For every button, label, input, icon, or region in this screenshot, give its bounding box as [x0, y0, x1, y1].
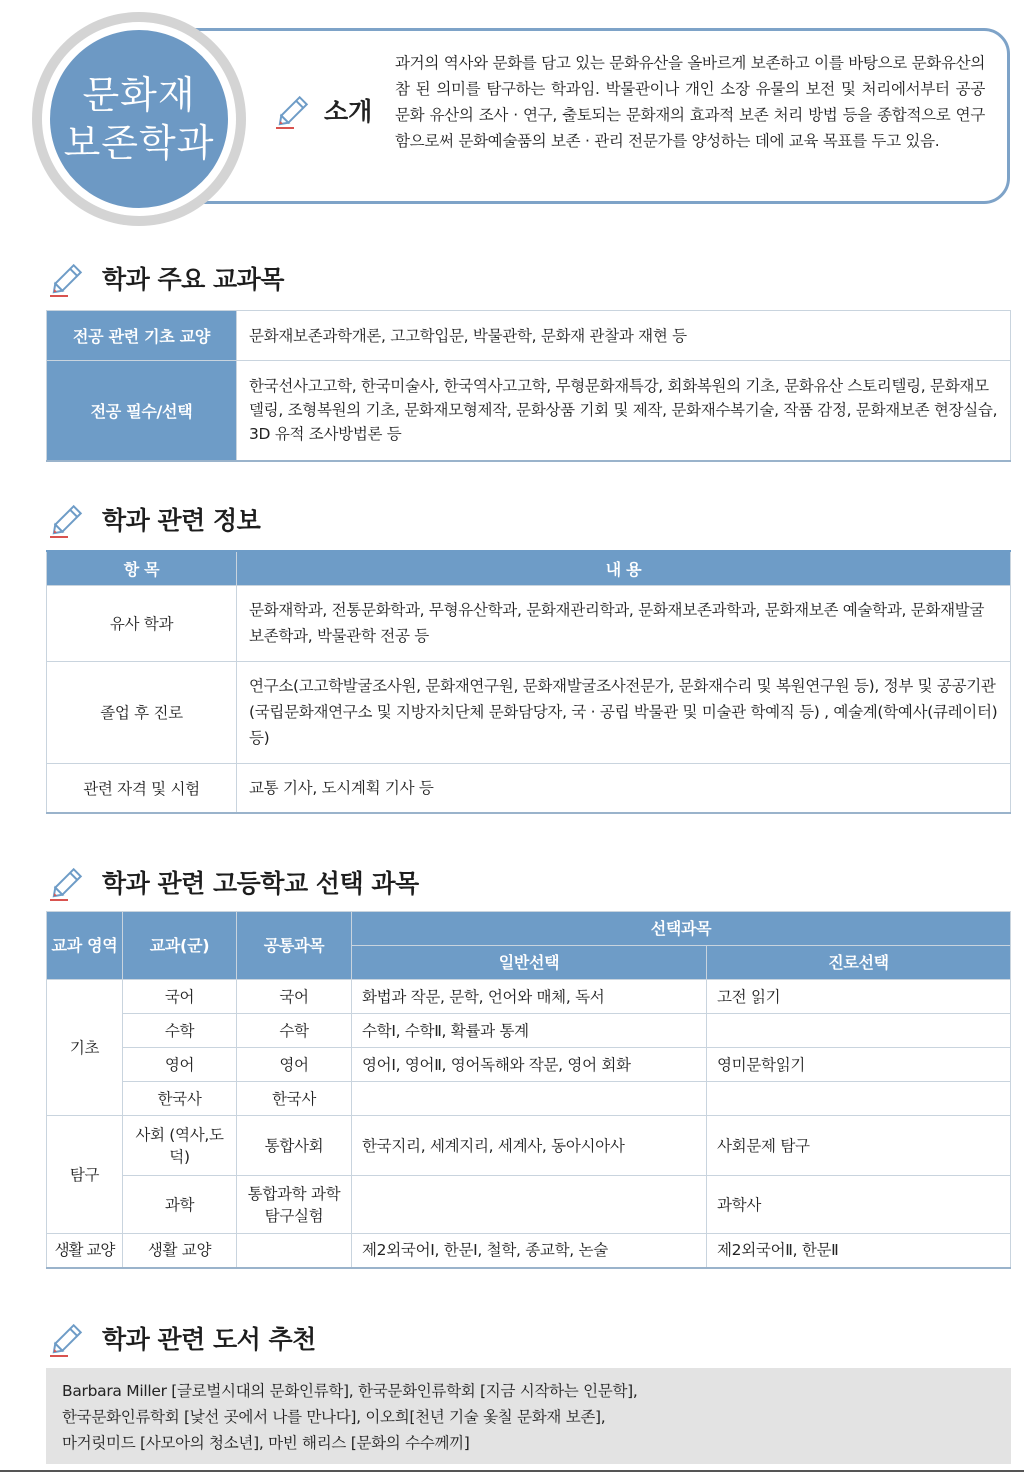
- header-general: 일반선택: [352, 946, 707, 980]
- header-area: 교과 영역: [47, 912, 123, 980]
- area-cell: 탐구: [47, 1116, 123, 1234]
- career-cell: 제2외국어Ⅱ, 한문Ⅱ: [707, 1234, 1011, 1268]
- group-cell: 과학: [123, 1176, 237, 1234]
- section-title-text: 학과 주요 교과목: [102, 265, 284, 294]
- career-cell: 고전 읽기: [707, 980, 1011, 1014]
- table-row: [47, 1082, 1011, 1116]
- group-cell: 영어: [123, 1048, 237, 1082]
- book-recommendations: [46, 1368, 1011, 1464]
- table-row: [47, 980, 1011, 1014]
- department-badge: [50, 30, 228, 208]
- intro-label: 소개: [324, 97, 373, 126]
- common-cell: 국어: [237, 980, 352, 1014]
- general-cell: 한국지리, 세계지리, 세계사, 동아시아사: [352, 1116, 707, 1176]
- pencil-icon: [46, 1316, 90, 1360]
- section-title-hs-subjects: [46, 860, 419, 904]
- pencil-icon: [46, 256, 90, 300]
- group-cell: 국어: [123, 980, 237, 1014]
- table-row: [47, 1014, 1011, 1048]
- table-row: [47, 1234, 1011, 1268]
- table-row: [47, 585, 1011, 661]
- page-bottom-rule: [0, 1470, 1024, 1472]
- major-subjects-table: [46, 310, 1011, 462]
- pencil-icon: [272, 88, 316, 132]
- row-item: 유사 학과: [47, 585, 237, 661]
- row-content: 교통 기사, 도시계획 기사 등: [237, 763, 1011, 813]
- area-cell: 생활 교양: [47, 1234, 123, 1268]
- header-elective: 선택과목: [352, 912, 1011, 946]
- section-title-major-subjects: [46, 256, 284, 300]
- row-content: 문화재보존과학개론, 고고학입문, 박물관학, 문화재 관찰과 재현 등: [237, 311, 1011, 361]
- pencil-icon: [46, 497, 90, 541]
- common-cell: [237, 1234, 352, 1268]
- header-content: 내 용: [237, 551, 1011, 585]
- general-cell: [352, 1082, 707, 1116]
- group-cell: 수학: [123, 1014, 237, 1048]
- table-row: [47, 361, 1011, 461]
- header-item: 항 목: [47, 551, 237, 585]
- common-cell: 통합과학 과학탐구실험: [237, 1176, 352, 1234]
- table-row: [47, 1176, 1011, 1234]
- general-cell: [352, 1176, 707, 1234]
- common-cell: 영어: [237, 1048, 352, 1082]
- row-item: 졸업 후 진로: [47, 661, 237, 763]
- row-item: 관련 자격 및 시험: [47, 763, 237, 813]
- table-header-row: [47, 912, 1011, 946]
- group-cell: 한국사: [123, 1082, 237, 1116]
- table-row: [47, 1116, 1011, 1176]
- general-cell: 제2외국어Ⅰ, 한문Ⅰ, 철학, 종교학, 논술: [352, 1234, 707, 1268]
- section-title-text: 학과 관련 정보: [102, 506, 261, 535]
- header-common: 공통과목: [237, 912, 352, 980]
- related-info-table: [46, 550, 1011, 814]
- general-cell: 화법과 작문, 문학, 언어와 매체, 독서: [352, 980, 707, 1014]
- row-content: 한국선사고고학, 한국미술사, 한국역사고고학, 무형문화재특강, 회화복원의 기초, 문화유산 스토리텔링, 문화재모델링, 조형복원의 기초, 문화재모형제작, 문화상품 기회 및 제작, 문화재수복기술, 작품 감정, 문화재보존 현장실습, 3D 유적 조사방법론 등: [237, 361, 1011, 461]
- table-row: [47, 661, 1011, 763]
- header-career: 진로선택: [707, 946, 1011, 980]
- badge-line-2: 보존학과: [63, 121, 215, 165]
- book-line: Barbara Miller [글로벌시대의 문화인류학], 한국문화인류학회 [지금 시작하는 인문학],: [62, 1382, 638, 1400]
- book-line: 한국문화인류학회 [낯선 곳에서 나를 만나다], 이오희[천년 기술 옻칠 문화재 보존],: [62, 1408, 606, 1426]
- hs-subjects-table: [46, 911, 1011, 1269]
- group-cell: 사회 (역사,도덕): [123, 1116, 237, 1176]
- table-row: [47, 763, 1011, 813]
- career-cell: 영미문학읽기: [707, 1048, 1011, 1082]
- group-cell: 생활 교양: [123, 1234, 237, 1268]
- row-label: 전공 관련 기초 교양: [47, 311, 237, 361]
- general-cell: 영어Ⅰ, 영어Ⅱ, 영어독해와 작문, 영어 회화: [352, 1048, 707, 1082]
- pencil-icon: [46, 860, 90, 904]
- career-cell: [707, 1014, 1011, 1048]
- section-title-books: [46, 1316, 316, 1360]
- section-title-related-info: [46, 497, 260, 541]
- row-content: 연구소(고고학발굴조사원, 문화재연구원, 문화재발굴조사전문가, 문화재수리 및 복원연구원 등), 정부 및 공공기관(국립문화재연구소 및 지방자치단체 문화담당자, 국 · 공립 박물관 및 미술관 학예직 등) , 예술계(학예사(큐레이터) 등): [237, 661, 1011, 763]
- section-title-text: 학과 관련 도서 추천: [102, 1325, 316, 1354]
- row-label: 전공 필수/선택: [47, 361, 237, 461]
- general-cell: 수학Ⅰ, 수학Ⅱ, 확률과 통계: [352, 1014, 707, 1048]
- book-line: 마거릿미드 [사모아의 청소년], 마빈 해리스 [문화의 수수께끼]: [62, 1434, 470, 1452]
- table-header-row: [47, 551, 1011, 585]
- badge-line-1: 문화재: [82, 73, 196, 117]
- career-cell: 사회문제 탐구: [707, 1116, 1011, 1176]
- common-cell: 통합사회: [237, 1116, 352, 1176]
- header-group: 교과(군): [123, 912, 237, 980]
- intro-text: 과거의 역사와 문화를 담고 있는 문화유산을 올바르게 보존하고 이를 바탕으로 문화유산의 참 된 의미를 탐구하는 학과임. 박물관이나 개인 소장 유물의 보전 및 처리에서부터 공공 문화 유산의 조사 · 연구, 출토되는 문화재의 효과적 보존 처리 방법 등을 종합적으로 연구함으로써 문화예술품의 보존 · 관리 전문가를 양성하는 데에 교육 목표를 두고 있음.: [395, 54, 985, 150]
- career-cell: [707, 1082, 1011, 1116]
- common-cell: 수학: [237, 1014, 352, 1048]
- table-row: [47, 1048, 1011, 1082]
- career-cell: 과학사: [707, 1176, 1011, 1234]
- area-cell: 기초: [47, 980, 123, 1116]
- section-title-text: 학과 관련 고등학교 선택 과목: [102, 869, 419, 898]
- common-cell: 한국사: [237, 1082, 352, 1116]
- intro-heading: [272, 88, 372, 132]
- table-row: [47, 311, 1011, 361]
- row-content: 문화재학과, 전통문화학과, 무형유산학과, 문화재관리학과, 문화재보존과학과, 문화재보존 예술학과, 문화재발굴보존학과, 박물관학 전공 등: [237, 585, 1011, 661]
